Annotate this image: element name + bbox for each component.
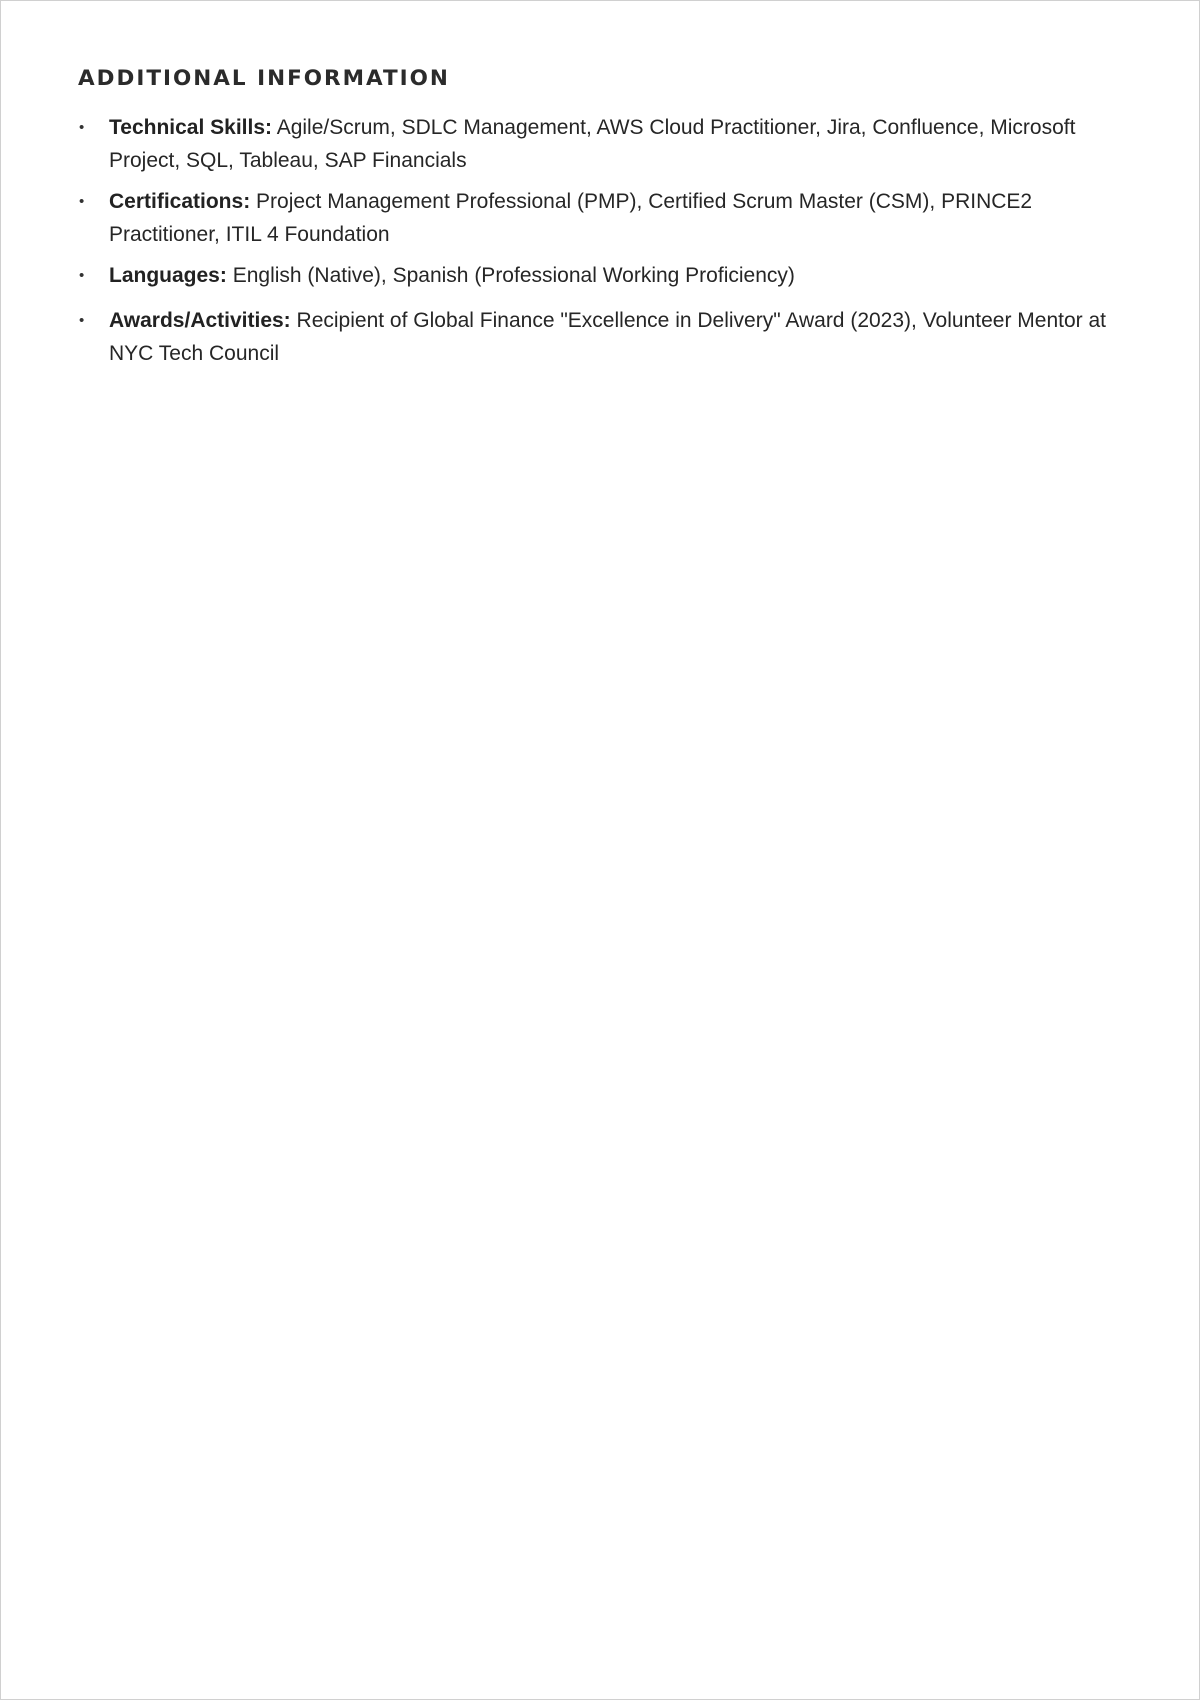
list-item-certifications [78, 185, 1128, 251]
bullet-icon: • [79, 119, 85, 136]
item-label: Awards/Activities: [109, 309, 291, 332]
bullet-icon: • [79, 267, 85, 284]
item-text: Agile/Scrum, SDLC Management, AWS Cloud Practitioner, Jira, Confluence, Microsoft Project, SQL, Tableau, SAP Financials [109, 116, 1076, 172]
list-item-technical-skills [78, 111, 1128, 177]
bullet-icon: • [79, 312, 85, 329]
bullet-icon: • [79, 193, 85, 210]
list-item-languages [78, 259, 1128, 292]
item-text: Recipient of Global Finance "Excellence in Delivery" Award (2023), Volunteer Mentor at NYC Tech Council [109, 309, 1106, 365]
additional-information-section [78, 63, 1128, 378]
additional-information-list [78, 111, 1128, 370]
item-text: English (Native), Spanish (Professional Working Proficiency) [232, 264, 795, 287]
item-label: Technical Skills: [109, 116, 273, 139]
section-title: ADDITIONAL INFORMATION [78, 66, 450, 91]
item-text: Project Management Professional (PMP), Certified Scrum Master (CSM), PRINCE2 Practitioner, ITIL 4 Foundation [109, 190, 1033, 246]
item-label: Certifications: [109, 190, 251, 213]
list-item-awards-activities [78, 304, 1128, 370]
item-label: Languages: [109, 264, 227, 287]
